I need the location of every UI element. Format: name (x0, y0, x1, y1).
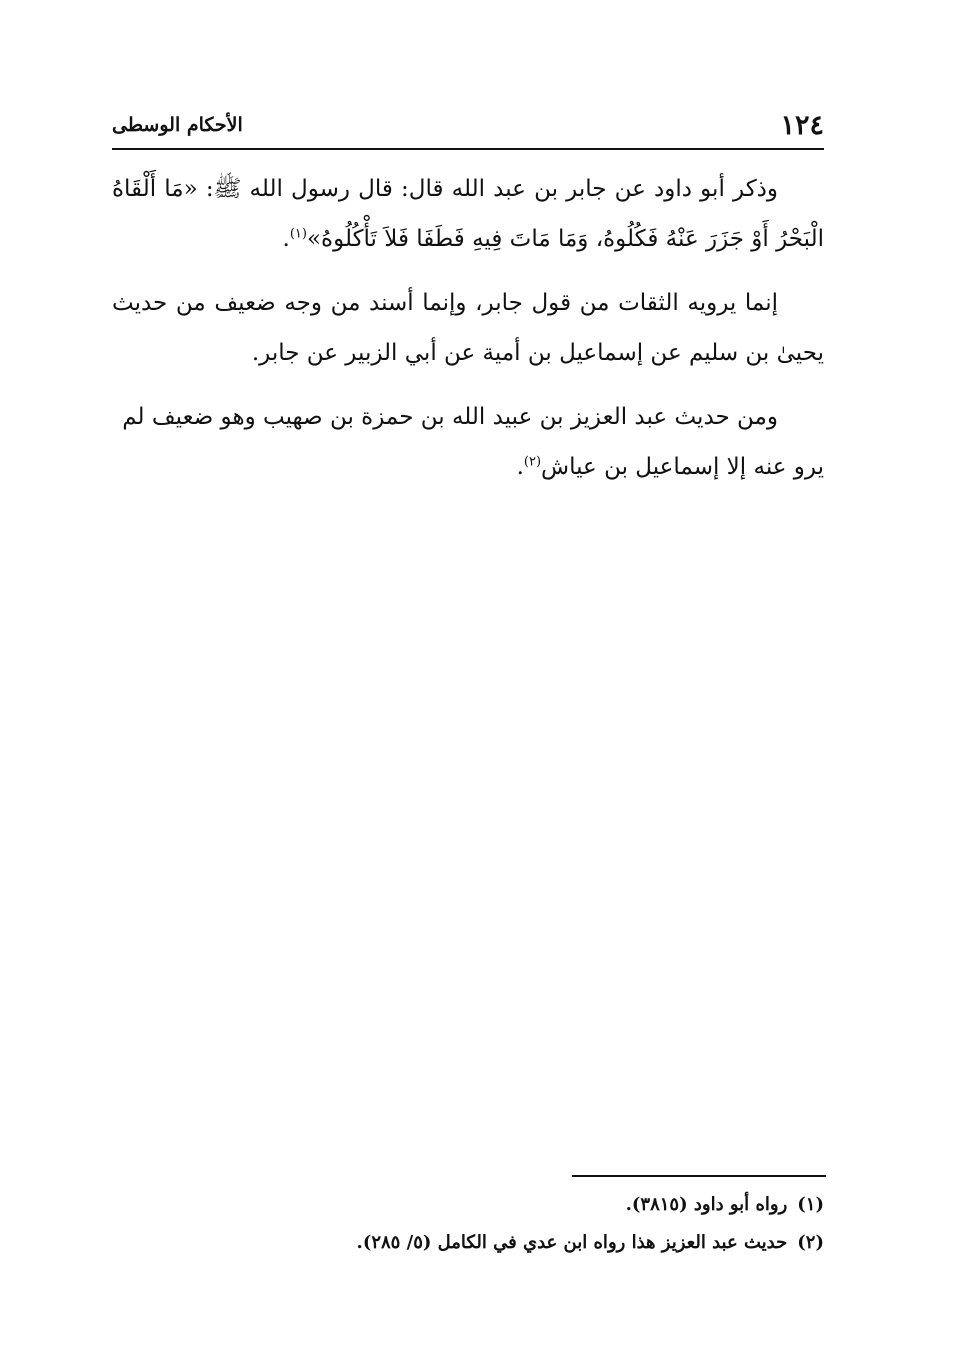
paragraph (112, 278, 824, 378)
footnote-text: حديث عبد العزيز هذا رواه ابن عدي في الكامل (٥/ ٢٨٥). (356, 1232, 788, 1253)
main-text (112, 164, 824, 506)
header-divider (112, 148, 824, 150)
page-number: ١٢٤ (780, 110, 824, 141)
paragraph-tail: . (516, 454, 524, 480)
footnote-marker: (١) (289, 226, 307, 242)
footnote-text: رواه أبو داود (٣٨١٥). (625, 1194, 788, 1215)
footnote-number: (١) (797, 1194, 824, 1215)
running-title: الأحكام الوسطى (112, 114, 243, 136)
paragraph (112, 392, 824, 492)
footnote-divider (572, 1175, 826, 1177)
paragraph-text: وذكر أبو داود عن جابر بن عبد الله قال: قال رسول الله ﷺ: «مَا أَلْقَاهُ الْبَحْرُ أَوْ جَزَرَ عَنْهُ فَكُلُوهُ، وَمَا مَاتَ فِيهِ فَطَفَا فَلاَ تَأْكُلُوهُ» (112, 176, 824, 252)
footnotes (112, 1186, 824, 1262)
page-header (112, 104, 824, 148)
paragraph-text: إنما يرويه الثقات من قول جابر، وإنما أسند من وجه ضعيف من حديث يحيىٰ بن سليم عن إسماعيل بن أمية عن أبي الزبير عن جابر. (112, 290, 824, 366)
footnote-number: (٢) (797, 1232, 824, 1253)
footnote-item (112, 1186, 824, 1224)
footnote-item (112, 1224, 824, 1262)
paragraph-text: ومن حديث عبد العزيز بن عبيد الله بن حمزة بن صهيب وهو ضعيف لم يرو عنه إلا إسماعيل بن عياش (122, 404, 824, 480)
paragraph (112, 164, 824, 264)
footnote-marker: (٢) (523, 454, 542, 470)
paragraph-tail: . (282, 226, 290, 252)
